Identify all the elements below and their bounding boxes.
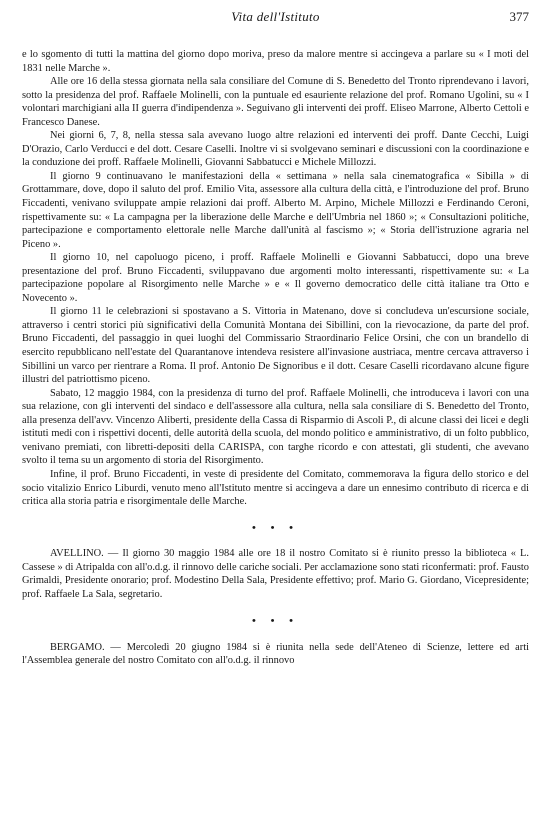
section-separator: • • • (251, 521, 300, 534)
paragraph: Alle ore 16 della stessa giornata nella sala consiliare del Comune di S. Benedetto del Tronto riprendevano i lavori, sotto la presidenza del prof. Raffaele Molinelli, con la puntuale ed esauriente relazione del prof. Romano Ugolini, su « I volontari marchigiani alla II guerra d'indipendenza ». Seguivano gli interventi dei proff. Eliseo Marrone, Alberto Cettoli e Francesco Danese. (22, 76, 529, 128)
page-header (22, 10, 529, 32)
paragraph: Sabato, 12 maggio 1984, con la presidenza di turno del prof. Raffaele Molinelli, che introduceva i lavori con una sua relazione, con gli interventi del sindaco e dell'assessore alla cultura, nella sala consiliare di S. Benedetto del Tronto, alla presenza dell'avv. Vincenzo Aliberti, presidente della Cassa di Risparmio di Ascoli P., di alcune classi dei licei e degli istituti medi con i rispettivi docenti, delle autorità della scuola, del mondo politico e amministrativo, di un folto pubblico, venivano premiati, con libretti-depositi della CARISPA, con targhe ricordo e con attestati, gli studenti, che avevano svolto il tema su un argomento di storia del Risorgimento. (22, 387, 529, 467)
paragraph: Infine, il prof. Bruno Ficcadenti, in veste di presidente del Comitato, commemorava la figura dello storico e del socio vitalizio Enrico Liburdi, venuto meno all'Istituto mentre si accingeva a dare un ennesimo contributo di ricerca e di critica alla storia patria e risorgimentale delle Marche. (22, 468, 529, 508)
running-title: Vita dell'Istituto (231, 9, 320, 24)
paragraph-avellino: AVELLINO. — Il giorno 30 maggio 1984 alle ore 18 il nostro Comitato si è riunito presso la biblioteca « L. Cassese » di Atripalda con all'o.d.g. il rinnovo delle cariche sociali. Per acclamazione sono stati riconfermati: prof. Fausto Grimaldi, Presidente onorario; prof. Modestino Della Sala, Presidente effettivo; prof. Mario G. Giordano, Vicepresidente; prof. Raffaele La Sala, segretario. (22, 548, 529, 600)
paragraph: e lo sgomento di tutti la mattina del giorno dopo moriva, preso da malore mentre si accingeva a parlare su « I moti del 1831 nelle Marche ». (22, 49, 529, 74)
paragraph: Il giorno 10, nel capoluogo piceno, i proff. Raffaele Molinelli e Giovanni Sabbatucci, dopo una breve presentazione del prof. Bruno Ficcadenti, sviluppavano due argomenti molto interessanti, rispettivamente su: « La partecipazione popolare al Risorgimento nelle Marche » e « Il governo democratico delle città italiane tra Otto e Novecento ». (22, 252, 529, 304)
paragraph: Il giorno 9 continuavano le manifestazioni della « settimana » nella sala cinematografica « Sibilla » di Grottammare, dove, dopo il saluto del prof. Emilio Vita, assessore alla cultura della città, e l'introduzione del prof. Bruno Ficcadenti, venivano sviluppate ampie relazioni dai proff. Alberto M. Arpino, Michele Millozzi e Ferdinando Ceroni, rispettivamente su: « La campagna per la liberazione delle Marche e dell'Umbria nel 1860 »; « Consultazioni politiche, partecipazione e comportamento elettorale nelle Marche dall'unità al fascismo »; « Storia dell'istruzione agraria nel Piceno ». (22, 170, 529, 250)
paragraph: Il giorno 11 le celebrazioni si spostavano a S. Vittoria in Matenano, dove si concludeva un'escursione sociale, attraverso i centri storici più significativi della Comunità Montana dei Sibillini, con la rievocazione, da parte del prof. Bruno Ficcadenti, del passaggio in quei luoghi del Commissario Straordinario Felice Orsini, che con un brandello di esercito repubblicano nell'estate del Quarantanove intendeva resistere all'invasione austriaca, mentre cercava attraverso i Sibillini un varco per rientrare a Roma. Il prof. Antonio De Signoribus e il dott. Cesare Caselli ricordavano alcune figure illustri del patriottismo piceno. (22, 306, 529, 386)
section-separator: • • • (251, 615, 300, 628)
paragraph-bergamo: BERGAMO. — Mercoledì 20 giugno 1984 si è riunita nella sede dell'Ateneo di Scienze, lettere ed arti l'Assemblea generale del nostro Comitato con all'o.d.g. il rinnovo (22, 641, 529, 667)
page-number: 377 (509, 9, 529, 24)
paragraph: Nei giorni 6, 7, 8, nella stessa sala avevano luogo altre relazioni ed interventi dei proff. Dante Cecchi, Luigi D'Orazio, Carlo Verducci e del dott. Cesare Caselli. Inoltre vi si svolgevano seminari e discussioni con la coordinazione e la conduzione dei proff. Raffaele Molinelli, Giovanni Sabbatucci e Michele Millozzi. (22, 130, 529, 169)
page-body (22, 48, 529, 668)
